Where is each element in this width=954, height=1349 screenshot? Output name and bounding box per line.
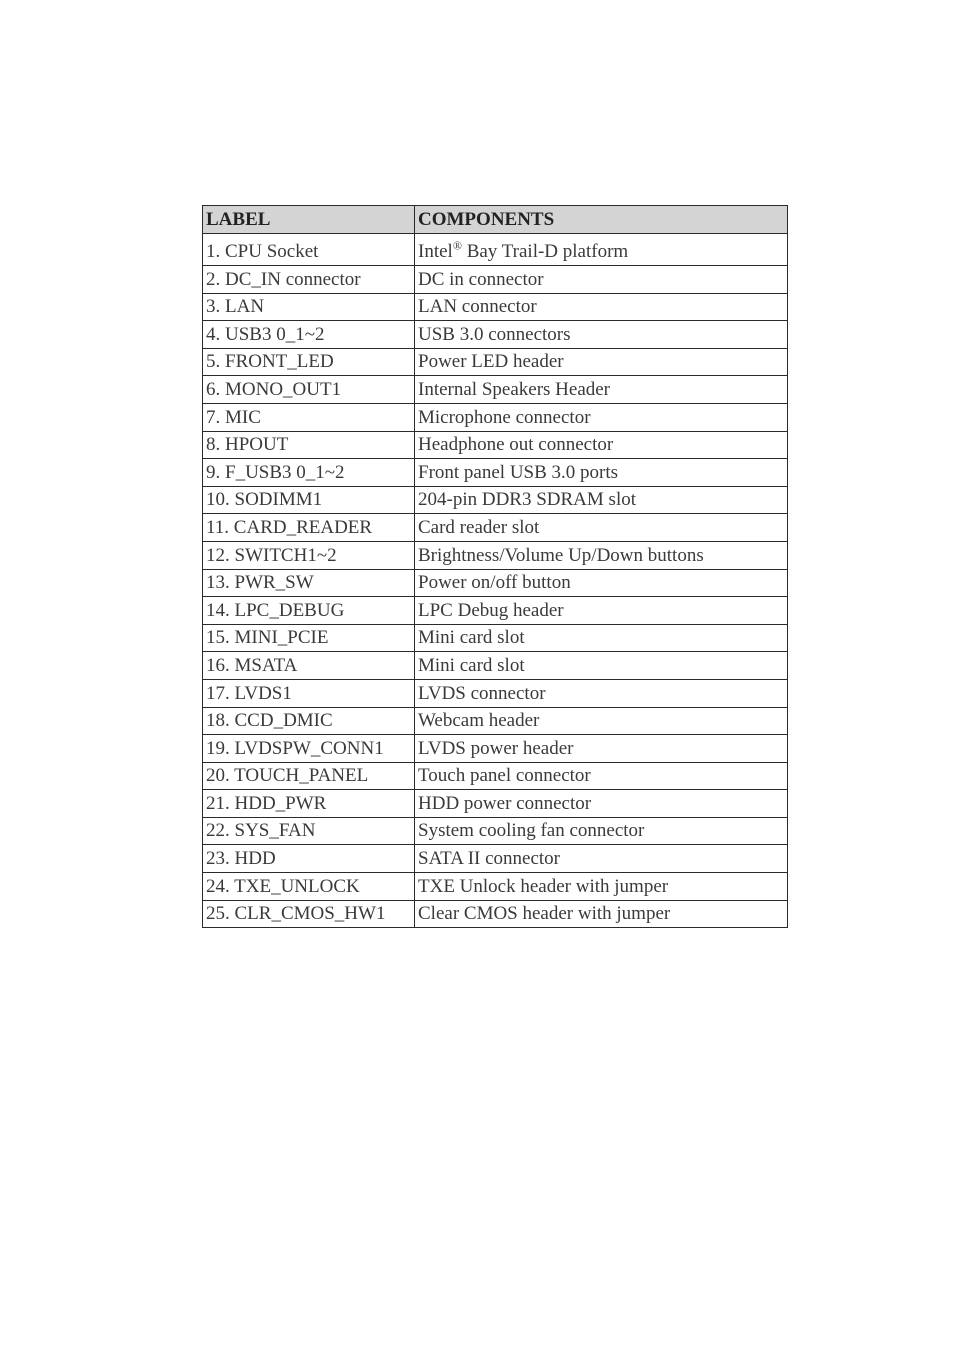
components-table-container bbox=[202, 205, 787, 928]
cell-label: 14. LPC_DEBUG bbox=[203, 597, 415, 625]
cell-label: 20. TOUCH_PANEL bbox=[203, 762, 415, 790]
table-row bbox=[203, 624, 788, 652]
cell-component: Power LED header bbox=[415, 348, 788, 376]
table-row bbox=[203, 514, 788, 542]
cell-label: 22. SYS_FAN bbox=[203, 817, 415, 845]
cell-label: 1. CPU Socket bbox=[203, 234, 415, 266]
cell-component: SATA II connector bbox=[415, 845, 788, 873]
cell-label: 3. LAN bbox=[203, 293, 415, 321]
table-row bbox=[203, 735, 788, 763]
cell-label: 11. CARD_READER bbox=[203, 514, 415, 542]
table-row bbox=[203, 321, 788, 349]
cell-component: DC in connector bbox=[415, 266, 788, 294]
cell-component: Front panel USB 3.0 ports bbox=[415, 459, 788, 487]
cell-label: 19. LVDSPW_CONN1 bbox=[203, 735, 415, 763]
cell-component: Mini card slot bbox=[415, 652, 788, 680]
table-body bbox=[203, 234, 788, 928]
cell-component: USB 3.0 connectors bbox=[415, 321, 788, 349]
table-row bbox=[203, 403, 788, 431]
header-label: LABEL bbox=[203, 206, 415, 234]
cell-label: 13. PWR_SW bbox=[203, 569, 415, 597]
table-row bbox=[203, 266, 788, 294]
cell-component: Brightness/Volume Up/Down buttons bbox=[415, 541, 788, 569]
cell-label: 8. HPOUT bbox=[203, 431, 415, 459]
cell-component: Webcam header bbox=[415, 707, 788, 735]
cell-component: Clear CMOS header with jumper bbox=[415, 900, 788, 928]
table-row bbox=[203, 459, 788, 487]
table-row bbox=[203, 569, 788, 597]
table-row bbox=[203, 817, 788, 845]
cell-label: 4. USB3 0_1~2 bbox=[203, 321, 415, 349]
cell-component: Headphone out connector bbox=[415, 431, 788, 459]
table-row bbox=[203, 597, 788, 625]
cell-label: 5. FRONT_LED bbox=[203, 348, 415, 376]
cell-component: LPC Debug header bbox=[415, 597, 788, 625]
cell-component: LAN connector bbox=[415, 293, 788, 321]
table-row bbox=[203, 486, 788, 514]
cell-label: 21. HDD_PWR bbox=[203, 790, 415, 818]
table-row bbox=[203, 707, 788, 735]
table-row bbox=[203, 376, 788, 404]
table-row bbox=[203, 873, 788, 901]
cell-component: 204-pin DDR3 SDRAM slot bbox=[415, 486, 788, 514]
cell-component: Touch panel connector bbox=[415, 762, 788, 790]
cell-label: 23. HDD bbox=[203, 845, 415, 873]
cell-label: 15. MINI_PCIE bbox=[203, 624, 415, 652]
table-row bbox=[203, 900, 788, 928]
table-row bbox=[203, 790, 788, 818]
cell-label: 24. TXE_UNLOCK bbox=[203, 873, 415, 901]
cell-component: HDD power connector bbox=[415, 790, 788, 818]
table-row bbox=[203, 431, 788, 459]
cell-label: 9. F_USB3 0_1~2 bbox=[203, 459, 415, 487]
cell-label: 25. CLR_CMOS_HW1 bbox=[203, 900, 415, 928]
cell-component: Card reader slot bbox=[415, 514, 788, 542]
cell-label: 7. MIC bbox=[203, 403, 415, 431]
cell-component: Microphone connector bbox=[415, 403, 788, 431]
component-text-prefix: Intel bbox=[418, 241, 453, 262]
cell-label: 6. MONO_OUT1 bbox=[203, 376, 415, 404]
cell-label: 10. SODIMM1 bbox=[203, 486, 415, 514]
cell-component: Mini card slot bbox=[415, 624, 788, 652]
registered-mark: ® bbox=[452, 238, 462, 253]
header-components: COMPONENTS bbox=[415, 206, 788, 234]
table-row bbox=[203, 234, 788, 266]
cell-label: 2. DC_IN connector bbox=[203, 266, 415, 294]
table-row bbox=[203, 762, 788, 790]
component-text-suffix: Bay Trail-D platform bbox=[461, 241, 629, 262]
table-row bbox=[203, 348, 788, 376]
cell-component: LVDS power header bbox=[415, 735, 788, 763]
cell-label: 16. MSATA bbox=[203, 652, 415, 680]
cell-label: 17. LVDS1 bbox=[203, 679, 415, 707]
table-header-row bbox=[203, 206, 788, 234]
cell-component bbox=[415, 234, 788, 266]
table-row bbox=[203, 652, 788, 680]
components-table bbox=[202, 205, 788, 928]
table-row bbox=[203, 293, 788, 321]
table-row bbox=[203, 679, 788, 707]
cell-component: Power on/off button bbox=[415, 569, 788, 597]
cell-component: TXE Unlock header with jumper bbox=[415, 873, 788, 901]
cell-label: 12. SWITCH1~2 bbox=[203, 541, 415, 569]
table-row bbox=[203, 541, 788, 569]
cell-component: Internal Speakers Header bbox=[415, 376, 788, 404]
cell-label: 18. CCD_DMIC bbox=[203, 707, 415, 735]
table-row bbox=[203, 845, 788, 873]
cell-component: System cooling fan connector bbox=[415, 817, 788, 845]
cell-component: LVDS connector bbox=[415, 679, 788, 707]
